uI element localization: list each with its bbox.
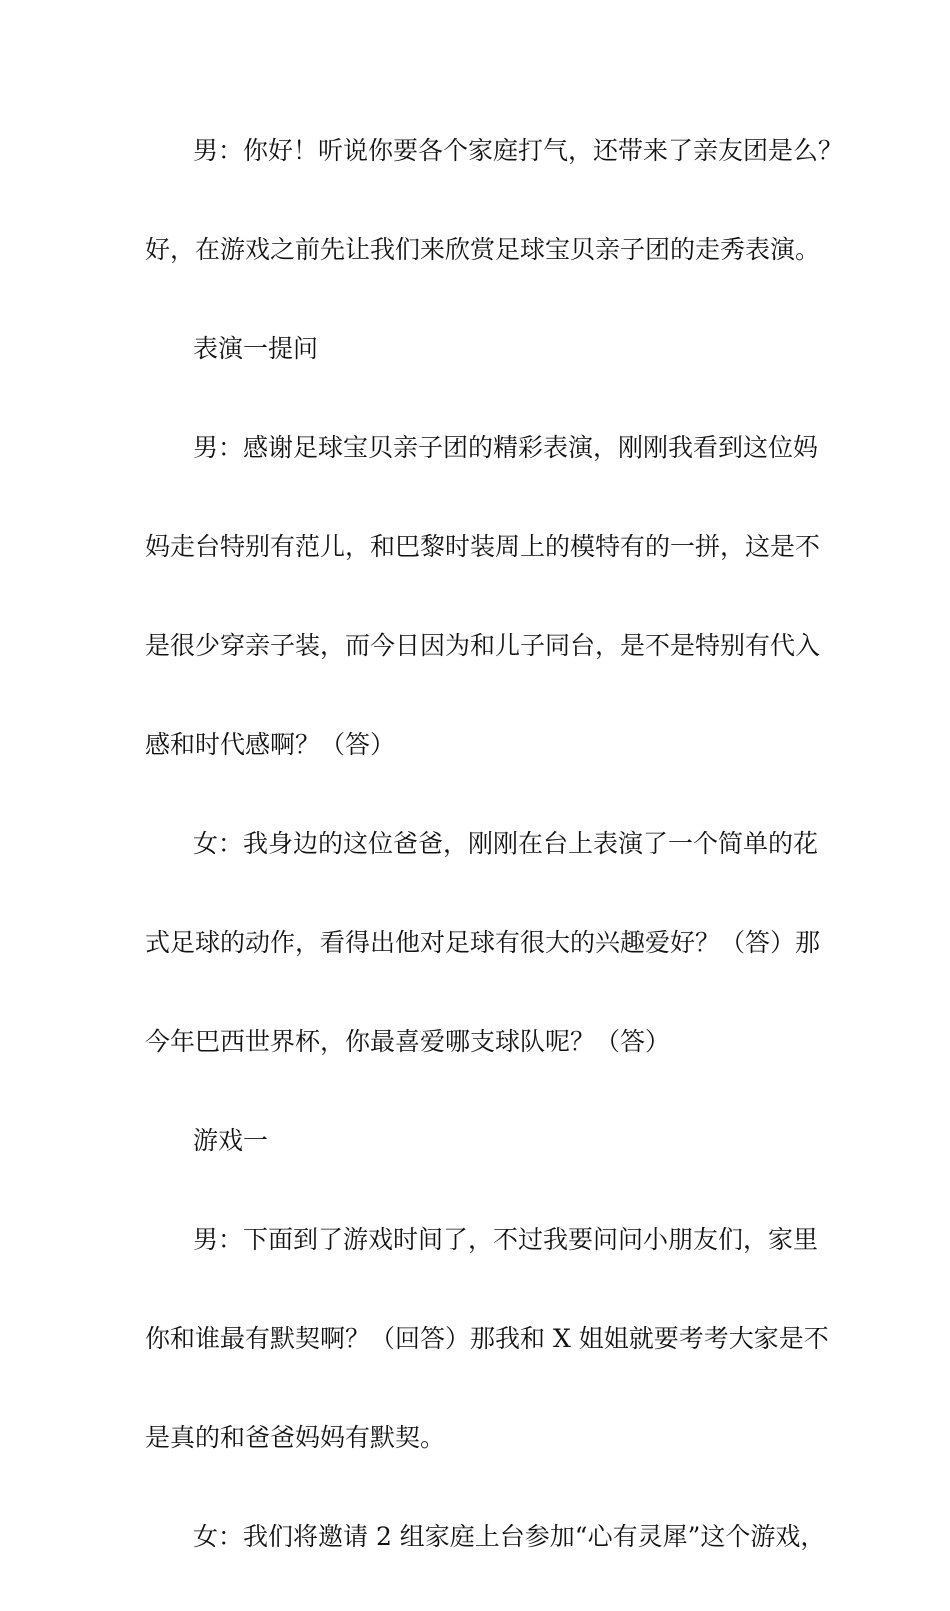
dialogue-line: 今年巴西世界杯，你最喜爱哪支球队呢？（答） (145, 1027, 671, 1056)
dialogue-line: 男：你好！听说你要各个家庭打气，还带来了亲友团是么？ (193, 136, 844, 165)
dialogue-line: 男：感谢足球宝贝亲子团的精彩表演，刚刚我看到这位妈 (193, 433, 819, 462)
dialogue-line: 女：我身边的这位爸爸，刚刚在台上表演了一个简单的花 (193, 829, 819, 858)
dialogue-line: 感和时代感啊？（答） (145, 730, 396, 759)
dialogue-line: 是很少穿亲子装，而今日因为和儿子同台，是不是特别有代入 (145, 631, 821, 660)
dialogue-line: 好，在游戏之前先让我们来欣赏足球宝贝亲子团的走秀表演。 (145, 235, 821, 264)
dialogue-line: 妈走台特别有范儿，和巴黎时装周上的模特有的一拼，这是不 (145, 532, 821, 561)
dialogue-line: 你和谁最有默契啊？（回答）那我和 X 姐姐就要考考大家是不 (145, 1324, 829, 1353)
dialogue-line: 男：下面到了游戏时间了，不过我要问问小朋友们，家里 (193, 1225, 819, 1254)
document-body (145, 126, 844, 1611)
section-heading: 表演一提问 (193, 334, 319, 363)
dialogue-line: 女：我们将邀请 2 组家庭上台参加“心有灵犀”这个游戏， (193, 1522, 826, 1551)
dialogue-line: 式足球的动作，看得出他对足球有很大的兴趣爱好？（答）那 (145, 928, 821, 957)
section-heading: 游戏一 (193, 1126, 269, 1155)
dialogue-line: 是真的和爸爸妈妈有默契。 (145, 1423, 446, 1452)
